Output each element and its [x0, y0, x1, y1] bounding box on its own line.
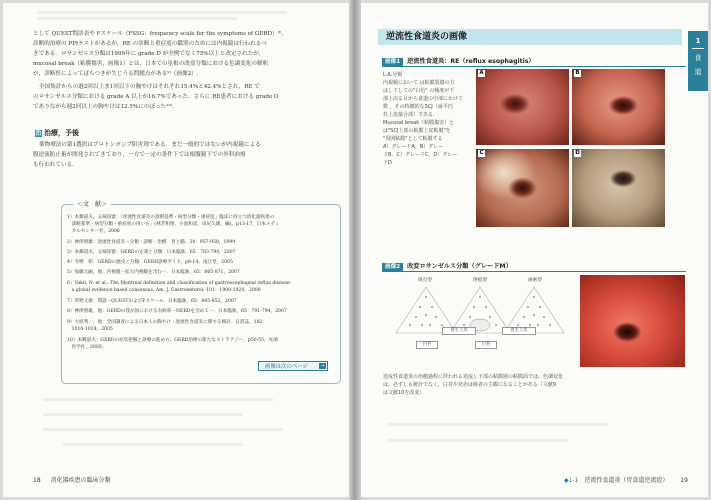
chapter-number: 1 [695, 37, 701, 45]
caption-line: 部上次る目から食道の中部にかけて [383, 96, 464, 102]
endoscopy-photo-d [572, 149, 665, 227]
section-mark-icon: 治 [35, 129, 42, 137]
footer-title: 消化器疾患の臨床分類 [50, 477, 111, 484]
section-title: 治療，予後 [44, 129, 79, 137]
caption-line: は文献10を改変） [383, 390, 425, 396]
reference-item: a global evidence-based consensus. Am. J. Gastroenterol, 101：1900-1920，2006 [67, 288, 261, 293]
page-title: 逆流性食道炎の画像 [378, 29, 682, 45]
caption-line: ドD [383, 160, 392, 166]
diagram-label: 斑点型 [418, 278, 432, 283]
section-line: も行われている． [33, 162, 78, 168]
reference-item: 6）Vakil, N. et al.: The Montreal definition and classification of gastroesophageal reflux disease： [67, 281, 295, 286]
footer-title: 逆流性食道炎（胃食道逆流症） [584, 477, 669, 484]
body-line: 診断的治療の PPIテストがあるが，RE の診断と重症度の鑑別のためには内視鏡は行われるべ [33, 41, 267, 47]
arrow-right-icon: → [320, 363, 325, 369]
left-page [3, 3, 352, 497]
body-line: 全国集計からの過2回以上ま1回以下の胸やけはそれぞれ15.4%と42.4%とされ，RE で [39, 84, 260, 90]
reference-item: 1）本郷道夫，五味知憲：「逆流性食道炎の診断基準・病型分類・重症度」臨床に役立つ消化器疾患の [67, 215, 275, 220]
page-number: 18 [33, 477, 41, 484]
reference-item: 5）加藤元嗣，他：内視鏡－拡大内視鏡を含む－．日本臨牀，65：865-871，2007 [67, 270, 240, 275]
diagram-box: 再生上皮 [442, 327, 476, 335]
caption-line: A）グレードA，B）グレー [383, 144, 444, 150]
caption-line: 内視鏡において は粘膜裂傷の方 [383, 80, 455, 86]
photo-label: C [479, 150, 484, 156]
figure1-tag: 画像1 [382, 58, 403, 66]
figure1-heading [382, 56, 535, 66]
diagram-box: 白苔 [475, 341, 497, 349]
diagram-box: 再生上皮 [502, 327, 536, 335]
reference-item: 4）寺野 彰：GERDの歴史と分類．GERD診療ガイド，p9-14，南江堂，2005 [67, 260, 233, 265]
caption-line: 数 ，その特徴的なSCJ（扁平円 [383, 104, 453, 110]
diagram-label: 溶痕型 [473, 278, 487, 283]
photo-label: A [479, 70, 484, 76]
body-line: でありながら週2回以上の胸やけは12.5%にのぼった¹⁰⁾. [33, 104, 174, 110]
page-number: 19 [680, 477, 688, 484]
figure2-title: 改変ロサンゼルス分類（グレードM） [407, 263, 512, 270]
figure1-title: 逆流性食道炎：RE（reflux esophagitis） [407, 58, 535, 65]
grade-m-diagram [386, 285, 578, 339]
photo-label: B [575, 70, 580, 76]
caption-line: は"SCJ上部の粘膜上皮粘膜"を [383, 128, 451, 134]
body-line: mucosal break（粘膜傷害，画像1）とは，日本での星根の改変分類における色調変化の解釈 [33, 61, 269, 67]
figure2-tag: 画像2 [382, 263, 403, 271]
chapter-tab[interactable] [688, 31, 708, 91]
body-line: として QUEST問診表や Fスケール（FSSG：frequency scale for the symptoms of GERD）⁸⁾， [33, 31, 287, 37]
caption-line: はしてしての"白色" の頻度が下 [383, 88, 455, 94]
next-page-label: 画像は次のページ [265, 364, 309, 370]
reference-item: 診断基準・病型分類・重症度の用い方」(林芳和博，小池和彦，田尻久雄，編)，p13-17，日本メディ [67, 222, 280, 227]
grade-m-photo [580, 275, 685, 367]
endoscopy-photo-c [476, 149, 569, 227]
caption-line: L.A.分類 [383, 72, 403, 78]
reference-item: 10）本郷道夫：GERDの症状把握と診療の進め方，GERD治療の新たなストラテジー，p50-55，先端 [67, 338, 278, 343]
book-gutter [349, 0, 361, 500]
body-line: が，診断医によってばらつきが生じうる問題点がある⁹⁾（画像2）. [33, 71, 199, 77]
caption-line: "周囲粘膜"として粘膜する [383, 136, 443, 142]
references-title: ＜文 献＞ [73, 199, 111, 208]
reference-item: 3）本郷道夫，五味知憲：GERDの定義と分類．日本臨牀，65：783-790，2007 [67, 250, 236, 255]
right-page [358, 3, 708, 497]
reference-item: 医学社，2005 [67, 345, 102, 350]
endoscopy-photo-b [572, 69, 665, 145]
endoscopy-photo-a [476, 69, 569, 145]
reference-item: 2）神津照雄：逆流性食道炎－分類・診断・治療．胃と腸，34：957-958，1999 [67, 240, 236, 245]
diagram-box: 白苔 [416, 341, 438, 349]
footer-marker: ◆1-1 [564, 477, 579, 484]
reference-item: カルセンター社，2006 [67, 229, 120, 234]
body-line: きである．ロサンゼルス分類は1999年に grade D が全例でなく75%以上と改定されたが， [33, 51, 265, 57]
section-heading [35, 128, 79, 138]
reference-item: 8）神津照雄，他：GERDの我が国における有病率－NERDを含めて－．日本臨牀，65：791-794，2007 [67, 309, 287, 314]
chapter-label-char: 道 [694, 68, 702, 76]
caption-line: 柱上皮接合部）である． [383, 112, 439, 118]
figure2-heading [382, 261, 512, 271]
reference-item: 1010-1024，2005 [67, 327, 113, 332]
caption-line: Mucosal break（粘膜傷害）と [383, 120, 455, 126]
diagram-label: 画索型 [528, 278, 542, 283]
section-line: 薬物療法の第1選択はプロトンポンプ阻害剤である．まだ一般的ではないが内視鏡による [39, 142, 261, 148]
photo-label: D [575, 150, 580, 156]
caption-line: ドB，C）グレードC，D）グレー [383, 152, 458, 158]
chapter-label-char: 食 [694, 54, 702, 62]
caption-line: 逆流性食道炎の治癒過程に伴われる逆流し下部の粘膜層の粘膜面では，色調変化 [383, 374, 564, 380]
next-page-button[interactable] [258, 361, 328, 371]
reference-item: 9）大原秀一，他：全国調査による日本人の胸やけ・逆流性食道炎に関する検討．日消誌，102： [67, 320, 268, 325]
body-line: のロサンゼルス分類における grade A 以上が16.7%であった．さらに RE患者における grade O [33, 94, 279, 100]
section-line: 腹逆流防止術が開発されてきており，一方で一定の条件下では根腹鏡下での外科治療 [33, 152, 246, 158]
reference-item: 7）草野元康：問診－QUESTおよびFスケール．日本臨牀，65：845-852，2007 [67, 299, 237, 304]
caption-line: は，必ずしも統計でなく，白苔や発赤は検者の主観になることがある（文献9 [383, 382, 557, 388]
